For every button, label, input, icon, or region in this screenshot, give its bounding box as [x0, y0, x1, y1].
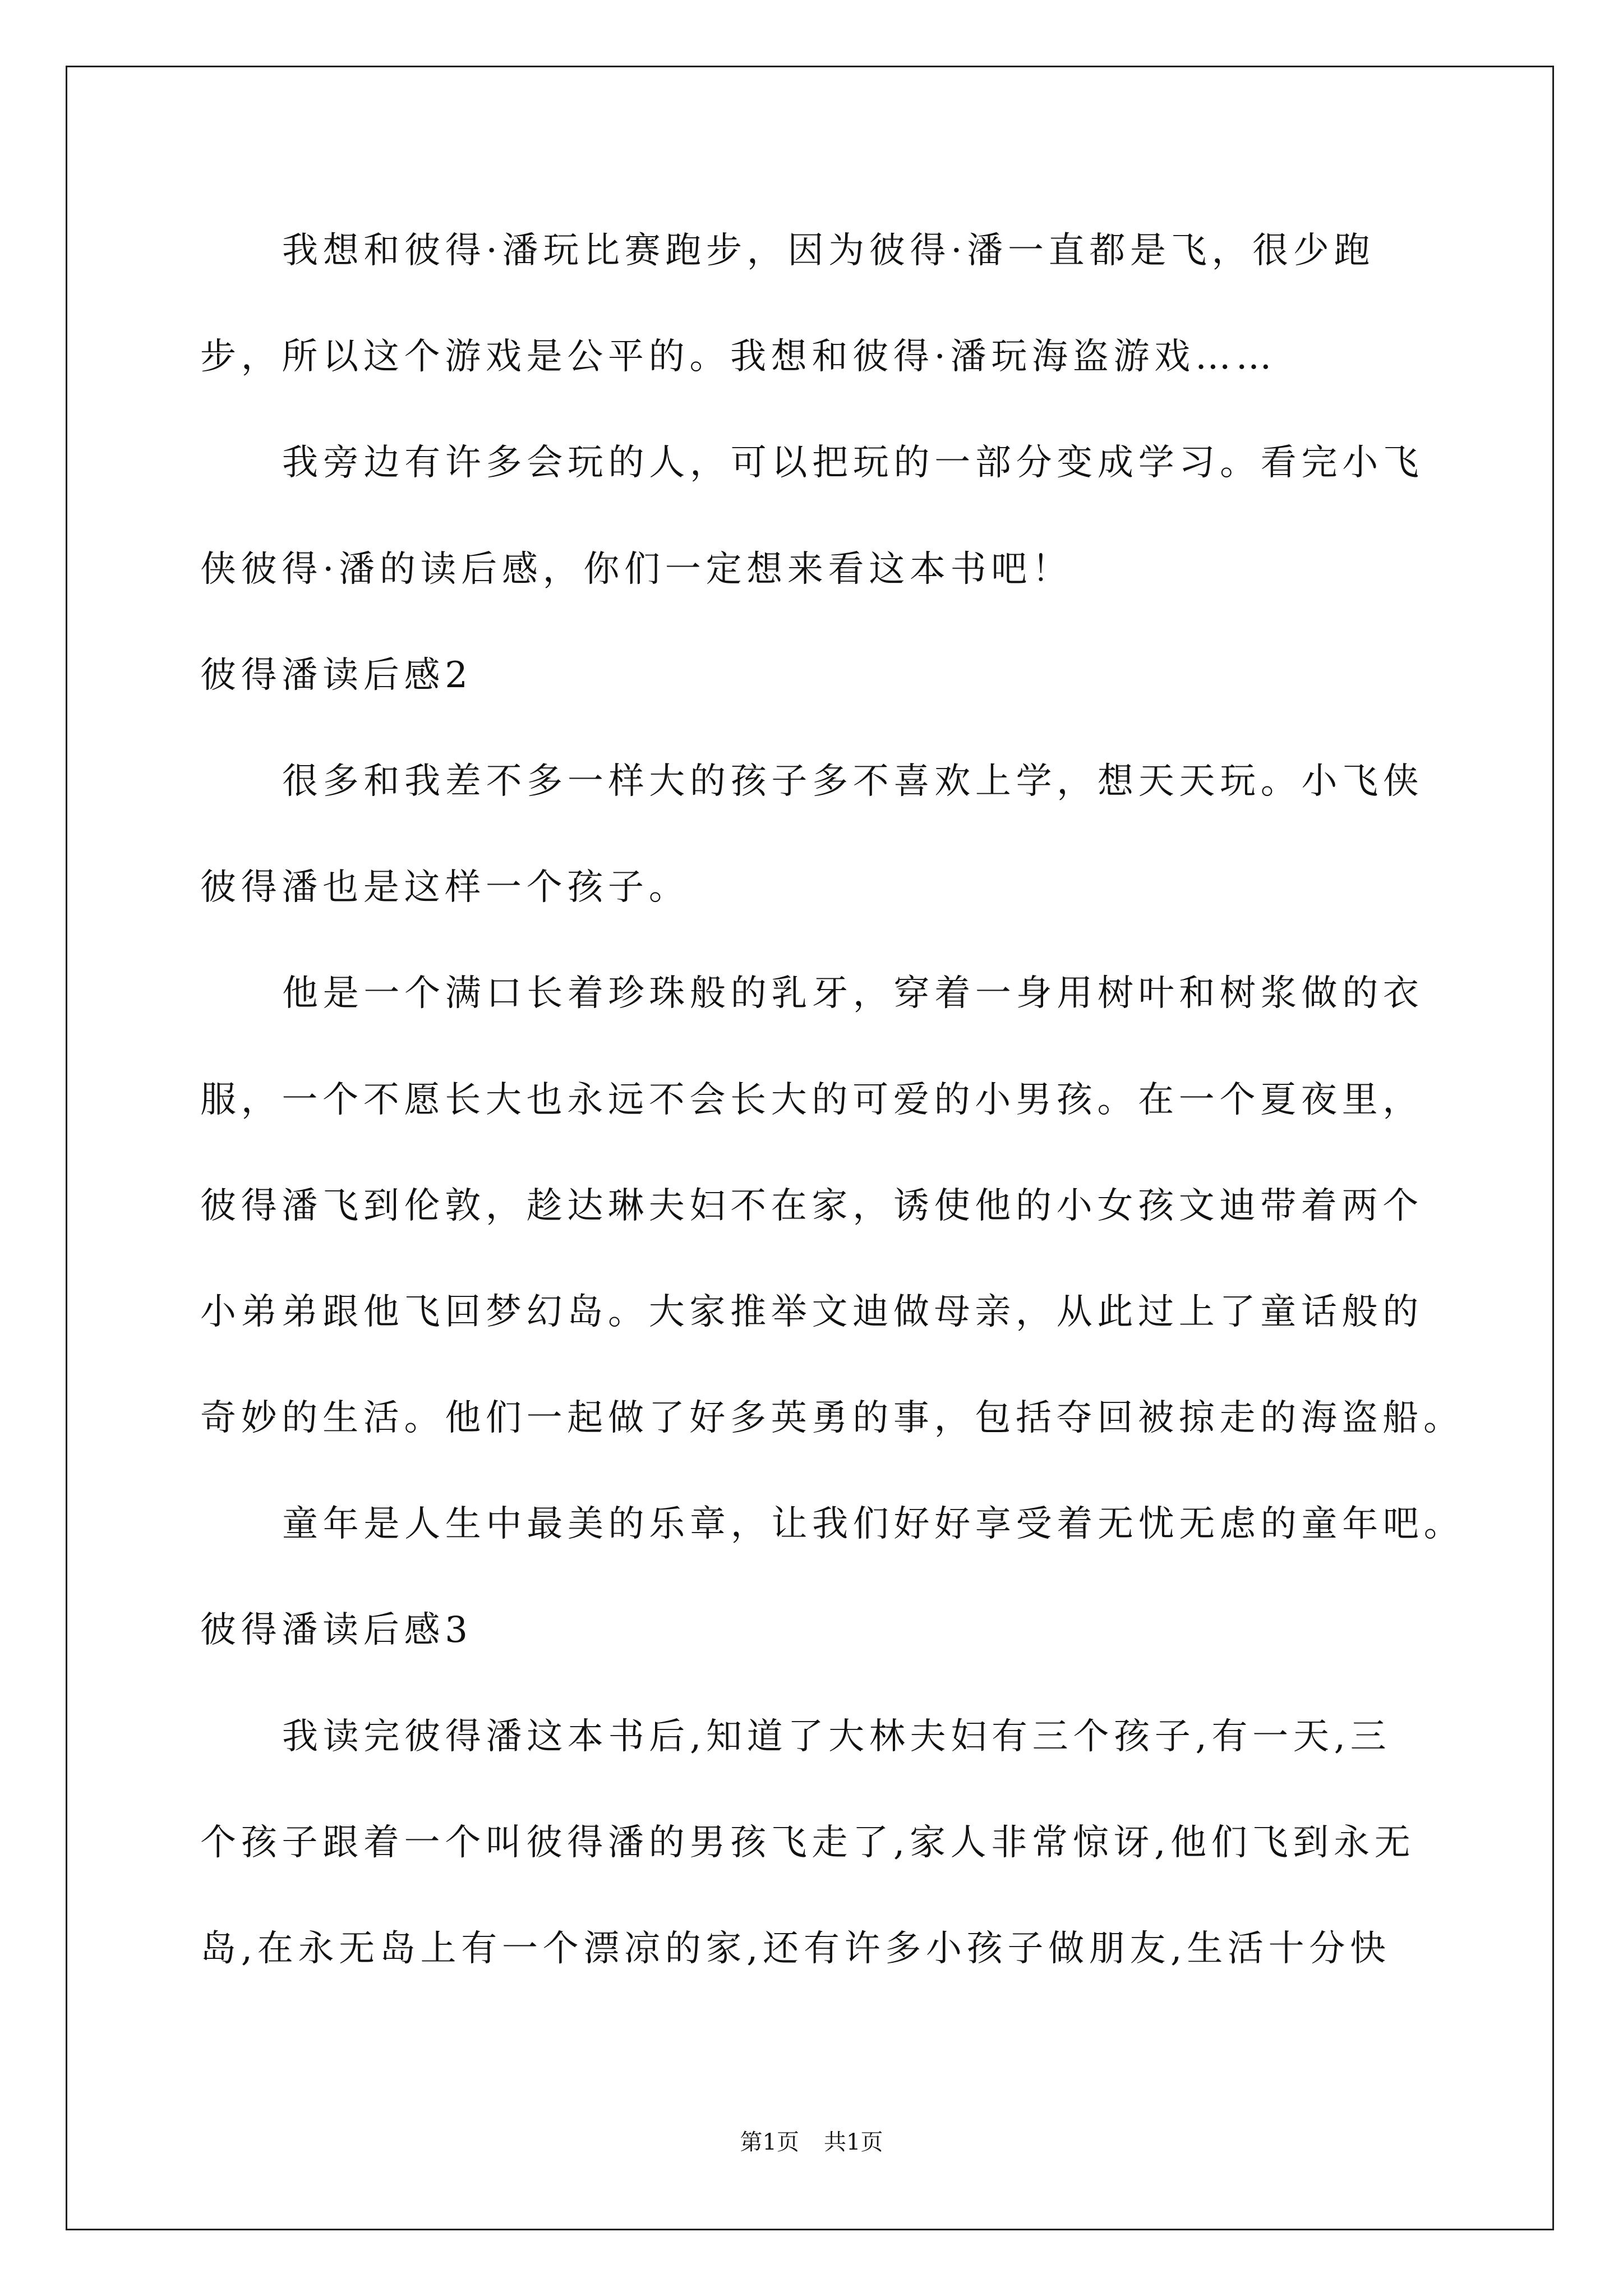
- document-body: [200, 198, 1490, 2002]
- paragraph-line: 服，一个不愿长大也永远不会长大的可爱的小男孩。在一个夏夜里，: [200, 1079, 1423, 1121]
- paragraph-line: 我想和彼得·潘玩比赛跑步，因为彼得·潘一直都是飞，很少跑: [282, 230, 1375, 272]
- paragraph-line: 彼得潘飞到伦敦，趁达琳夫妇不在家，诱使他的小女孩文迪带着两个: [200, 1185, 1423, 1227]
- paragraph: [200, 729, 1490, 941]
- paragraph-line: 个孩子跟着一个叫彼得潘的男孩飞走了,家人非常惊讶,他们飞到永无: [200, 1821, 1415, 1864]
- paragraph-line: 很多和我差不多一样大的孩子多不喜欢上学，想天天玩。小飞侠: [282, 760, 1424, 802]
- paragraph-line: 我读完彼得潘这本书后,知道了大林夫妇有三个孩子,有一天,三: [282, 1715, 1391, 1757]
- total-pages-label: 共1页: [824, 2129, 883, 2155]
- paragraph: [200, 198, 1490, 410]
- paragraph-line: 步，所以这个游戏是公平的。我想和彼得·潘玩海盗游戏……: [200, 336, 1277, 378]
- paragraph-line: 小弟弟跟他飞回梦幻岛。大家推举文迪做母亲，从此过上了童话般的: [200, 1291, 1423, 1333]
- current-page-label: 第1页: [740, 2129, 799, 2155]
- paragraph-line: 彼得潘也是这样一个孩子。: [200, 867, 690, 909]
- paragraph: [200, 410, 1490, 622]
- paragraph: [200, 1471, 1490, 1577]
- paragraph: [200, 1684, 1490, 2003]
- paragraph-line: 他是一个满口长着珍珠般的乳牙，穿着一身用树叶和树浆做的衣: [282, 973, 1424, 1015]
- paragraph-line: 奇妙的生活。他们一起做了好多英勇的事，包括夺回被掠走的海盗船。: [200, 1397, 1464, 1439]
- page-footer: [0, 2128, 1623, 2156]
- paragraph-line: 我旁边有许多会玩的人，可以把玩的一部分变成学习。看完小飞: [282, 442, 1424, 484]
- paragraph-line: 岛,在永无岛上有一个漂凉的家,还有许多小孩子做朋友,生活十分快: [200, 1928, 1391, 1970]
- paragraph: [200, 941, 1490, 1471]
- section-heading: 彼得潘读后感3: [200, 1609, 473, 1651]
- paragraph-line: 童年是人生中最美的乐章，让我们好好享受着无忧无虑的童年吧。: [282, 1503, 1465, 1545]
- paragraph-line: 侠彼得·潘的读后感，你们一定想来看这本书吧！: [200, 548, 1073, 590]
- section-heading: 彼得潘读后感2: [200, 654, 473, 696]
